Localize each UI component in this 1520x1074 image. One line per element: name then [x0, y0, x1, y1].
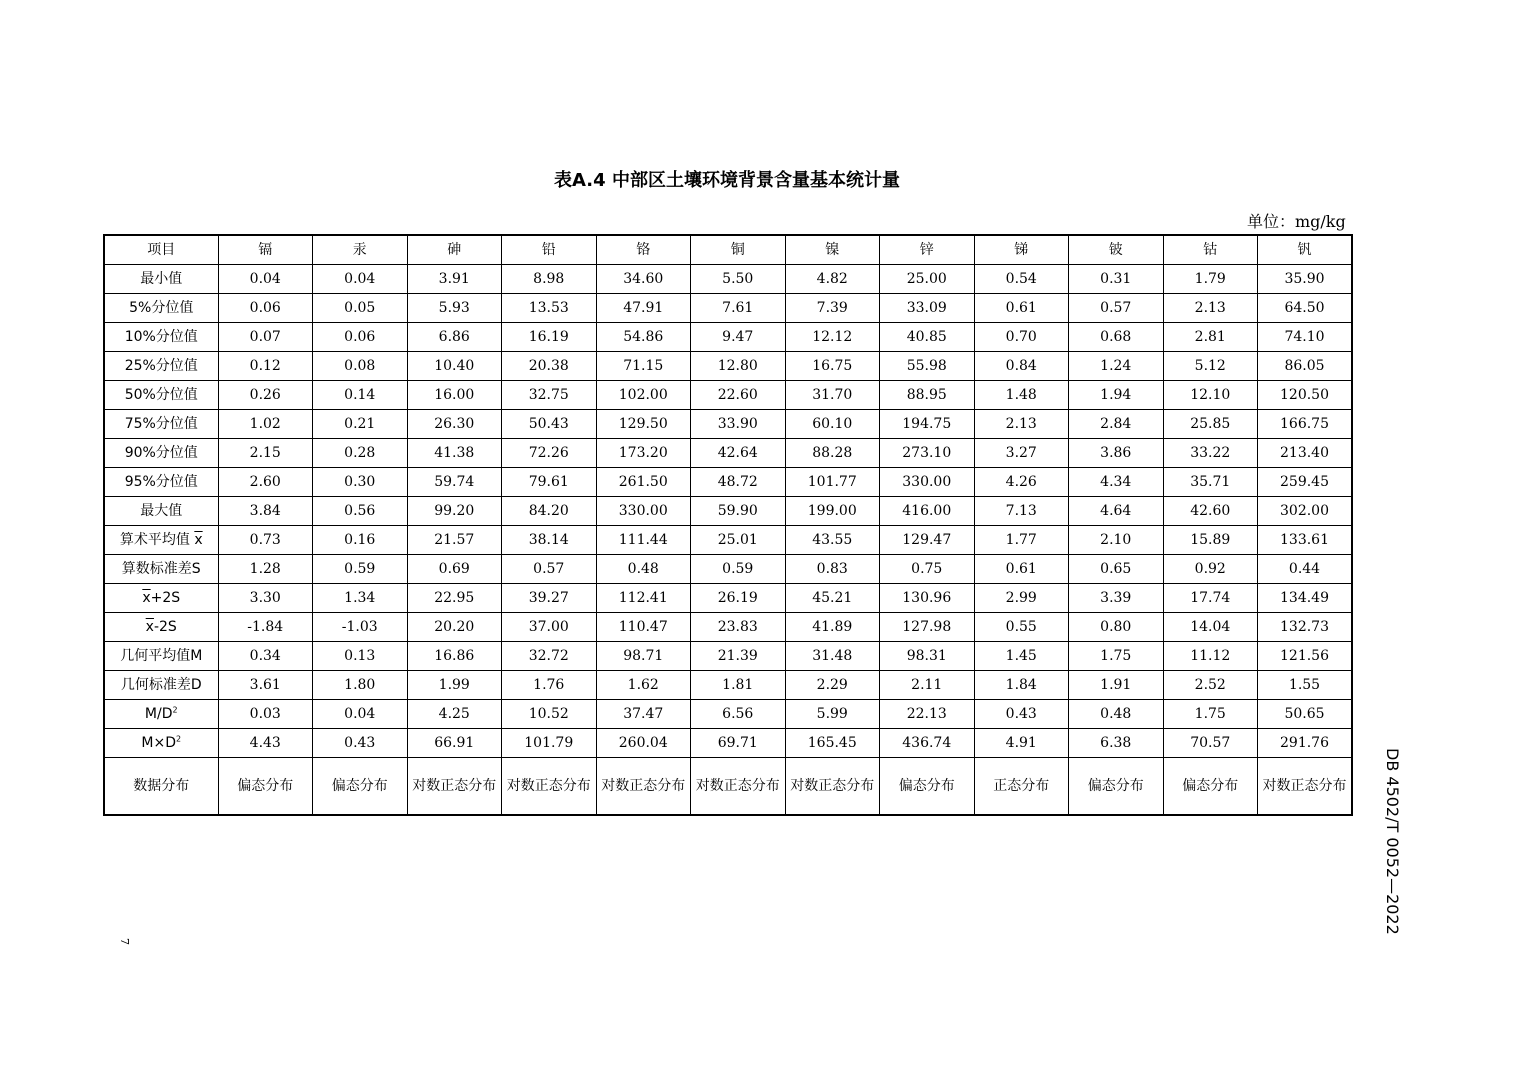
table-cell: 1.55: [1258, 671, 1353, 700]
table-row: [104, 439, 1352, 468]
table-cell: 12.80: [691, 352, 786, 381]
table-cell: 14.04: [1163, 613, 1258, 642]
table-cell: 32.72: [502, 642, 597, 671]
table-cell: 2.13: [974, 410, 1069, 439]
table-cell: 25.01: [691, 526, 786, 555]
table-cell: 39.27: [502, 584, 597, 613]
table-row: [104, 758, 1352, 816]
table-cell: 10.40: [407, 352, 502, 381]
table-row: [104, 294, 1352, 323]
table-cell: 0.43: [974, 700, 1069, 729]
row-label: [104, 729, 218, 758]
table-cell: 129.50: [596, 410, 691, 439]
table-cell: 0.80: [1069, 613, 1164, 642]
table-cell: 0.48: [596, 555, 691, 584]
row-label: 最小值: [104, 265, 218, 294]
table-cell: 0.07: [218, 323, 313, 352]
table-cell: 3.61: [218, 671, 313, 700]
table-cell: 34.60: [596, 265, 691, 294]
table-cell: 166.75: [1258, 410, 1353, 439]
table-cell: 0.06: [313, 323, 408, 352]
table-row: [104, 265, 1352, 294]
table-cell: 0.70: [974, 323, 1069, 352]
row-label: [104, 526, 218, 555]
table-cell: 0.08: [313, 352, 408, 381]
table-cell: 1.91: [1069, 671, 1164, 700]
table-cell: 33.09: [880, 294, 975, 323]
table-cell: 5.93: [407, 294, 502, 323]
table-cell: 42.60: [1163, 497, 1258, 526]
table-cell: 0.05: [313, 294, 408, 323]
table-cell: 173.20: [596, 439, 691, 468]
table-cell: 0.68: [1069, 323, 1164, 352]
table-cell: 偏态分布: [880, 758, 975, 816]
table-cell: 88.28: [785, 439, 880, 468]
standard-number: DB 4502/T 0052—2022: [1383, 748, 1402, 935]
table-cell: 88.95: [880, 381, 975, 410]
row-label: 95%分位值: [104, 468, 218, 497]
table-cell: 0.30: [313, 468, 408, 497]
table-cell: 2.15: [218, 439, 313, 468]
table-cell: 70.57: [1163, 729, 1258, 758]
header-element: 铍: [1069, 235, 1164, 265]
table-cell: 5.50: [691, 265, 786, 294]
table-cell: 134.49: [1258, 584, 1353, 613]
table-cell: 260.04: [596, 729, 691, 758]
table-cell: 20.20: [407, 613, 502, 642]
table-cell: 25.00: [880, 265, 975, 294]
table-cell: 2.11: [880, 671, 975, 700]
header-element: 锑: [974, 235, 1069, 265]
table-title: 表A.4 中部区土壤环境背景含量基本统计量: [554, 170, 900, 191]
table-cell: 0.55: [974, 613, 1069, 642]
table-cell: 72.26: [502, 439, 597, 468]
table-cell: 2.84: [1069, 410, 1164, 439]
table-cell: 35.90: [1258, 265, 1353, 294]
row-label-text: +2S: [150, 590, 181, 606]
header-element: 钒: [1258, 235, 1353, 265]
row-label-superscript: 2: [172, 705, 178, 715]
table-cell: 对数正态分布: [407, 758, 502, 816]
table-cell: 8.98: [502, 265, 597, 294]
table-cell: 3.86: [1069, 439, 1164, 468]
table-cell: 7.13: [974, 497, 1069, 526]
table-cell: 302.00: [1258, 497, 1353, 526]
table-cell: 对数正态分布: [502, 758, 597, 816]
table-cell: 59.90: [691, 497, 786, 526]
table-cell: 0.34: [218, 642, 313, 671]
table-cell: 7.61: [691, 294, 786, 323]
page-number: 7: [118, 938, 131, 945]
table-row: [104, 555, 1352, 584]
table-header-row: [104, 235, 1352, 265]
table-cell: 48.72: [691, 468, 786, 497]
table-cell: 259.45: [1258, 468, 1353, 497]
table-cell: 偏态分布: [1069, 758, 1164, 816]
table-cell: 26.19: [691, 584, 786, 613]
table-cell: 0.83: [785, 555, 880, 584]
table-cell: 0.59: [691, 555, 786, 584]
table-cell: 55.98: [880, 352, 975, 381]
table-cell: 38.14: [502, 526, 597, 555]
table-cell: 120.50: [1258, 381, 1353, 410]
table-row: [104, 642, 1352, 671]
table-cell: 12.12: [785, 323, 880, 352]
table-cell: 15.89: [1163, 526, 1258, 555]
table-row: [104, 381, 1352, 410]
table-cell: 5.99: [785, 700, 880, 729]
table-cell: 69.71: [691, 729, 786, 758]
table-cell: 64.50: [1258, 294, 1353, 323]
table-cell: 6.38: [1069, 729, 1164, 758]
table-cell: 129.47: [880, 526, 975, 555]
table-cell: 111.44: [596, 526, 691, 555]
header-element: 砷: [407, 235, 502, 265]
table-cell: 4.25: [407, 700, 502, 729]
table-cell: 10.52: [502, 700, 597, 729]
table-cell: 16.00: [407, 381, 502, 410]
table-cell: 0.57: [502, 555, 597, 584]
table-cell: 50.43: [502, 410, 597, 439]
table-cell: 436.74: [880, 729, 975, 758]
table-cell: 13.53: [502, 294, 597, 323]
table-cell: 86.05: [1258, 352, 1353, 381]
table-cell: 4.82: [785, 265, 880, 294]
table-cell: 26.30: [407, 410, 502, 439]
header-element: 锌: [880, 235, 975, 265]
row-label: 最大值: [104, 497, 218, 526]
table-cell: 16.86: [407, 642, 502, 671]
table-row: [104, 671, 1352, 700]
table-cell: 112.41: [596, 584, 691, 613]
table-cell: 9.47: [691, 323, 786, 352]
table-cell: 79.61: [502, 468, 597, 497]
table-cell: 4.26: [974, 468, 1069, 497]
table-cell: 1.48: [974, 381, 1069, 410]
table-cell: 261.50: [596, 468, 691, 497]
table-cell: 102.00: [596, 381, 691, 410]
table-cell: 2.10: [1069, 526, 1164, 555]
table-cell: 0.61: [974, 555, 1069, 584]
table-cell: 416.00: [880, 497, 975, 526]
table-cell: 11.12: [1163, 642, 1258, 671]
table-cell: 正态分布: [974, 758, 1069, 816]
table-cell: 5.12: [1163, 352, 1258, 381]
table-cell: 43.55: [785, 526, 880, 555]
table-cell: 0.31: [1069, 265, 1164, 294]
mean-symbol: $\overline{x}$: [142, 590, 151, 606]
row-label-text: M/D: [144, 706, 173, 722]
table-cell: 0.65: [1069, 555, 1164, 584]
table-cell: 16.19: [502, 323, 597, 352]
table-cell: 对数正态分布: [1258, 758, 1353, 816]
table-cell: 0.56: [313, 497, 408, 526]
row-label: [104, 700, 218, 729]
table-cell: 16.75: [785, 352, 880, 381]
row-label-text: -2S: [153, 619, 177, 635]
table-cell: 1.84: [974, 671, 1069, 700]
table-cell: 0.54: [974, 265, 1069, 294]
table-row: [104, 729, 1352, 758]
table-cell: 1.79: [1163, 265, 1258, 294]
row-label: 算数标准差S: [104, 555, 218, 584]
table-cell: 33.22: [1163, 439, 1258, 468]
row-label: 25%分位值: [104, 352, 218, 381]
table-cell: 对数正态分布: [691, 758, 786, 816]
table-cell: 0.16: [313, 526, 408, 555]
table-cell: 213.40: [1258, 439, 1353, 468]
table-cell: 165.45: [785, 729, 880, 758]
table-cell: 偏态分布: [313, 758, 408, 816]
table-cell: 33.90: [691, 410, 786, 439]
table-cell: 21.57: [407, 526, 502, 555]
table-cell: 4.91: [974, 729, 1069, 758]
table-cell: 98.71: [596, 642, 691, 671]
table-cell: 42.64: [691, 439, 786, 468]
table-cell: 0.75: [880, 555, 975, 584]
table-cell: 20.38: [502, 352, 597, 381]
table-cell: 对数正态分布: [596, 758, 691, 816]
table-cell: 1.77: [974, 526, 1069, 555]
row-label: [104, 584, 218, 613]
table-cell: 110.47: [596, 613, 691, 642]
table-cell: 40.85: [880, 323, 975, 352]
table-cell: 0.59: [313, 555, 408, 584]
table-cell: 6.56: [691, 700, 786, 729]
table-cell: 0.26: [218, 381, 313, 410]
table-cell: 2.52: [1163, 671, 1258, 700]
table-cell: 2.99: [974, 584, 1069, 613]
row-label-superscript: 2: [176, 734, 182, 744]
header-element: 铅: [502, 235, 597, 265]
table-cell: 1.81: [691, 671, 786, 700]
table-cell: 121.56: [1258, 642, 1353, 671]
table-cell: 330.00: [596, 497, 691, 526]
table-cell: 59.74: [407, 468, 502, 497]
table-row: [104, 584, 1352, 613]
table-cell: 2.29: [785, 671, 880, 700]
table-cell: 22.95: [407, 584, 502, 613]
row-label-text: M×D: [141, 735, 176, 751]
table-cell: -1.84: [218, 613, 313, 642]
table-cell: 60.10: [785, 410, 880, 439]
row-label: 50%分位值: [104, 381, 218, 410]
table-cell: 50.65: [1258, 700, 1353, 729]
table-cell: 273.10: [880, 439, 975, 468]
header-element: 镍: [785, 235, 880, 265]
table-cell: 7.39: [785, 294, 880, 323]
table-cell: 6.86: [407, 323, 502, 352]
table-row: [104, 410, 1352, 439]
table-row: [104, 323, 1352, 352]
header-element: 汞: [313, 235, 408, 265]
table-cell: 3.39: [1069, 584, 1164, 613]
table-cell: 0.06: [218, 294, 313, 323]
table-cell: 0.04: [313, 265, 408, 294]
table-cell: 127.98: [880, 613, 975, 642]
header-element: 铜: [691, 235, 786, 265]
header-element: 钴: [1163, 235, 1258, 265]
table-cell: 17.74: [1163, 584, 1258, 613]
table-row: [104, 352, 1352, 381]
table-cell: 4.64: [1069, 497, 1164, 526]
table-cell: 0.04: [218, 265, 313, 294]
table-cell: 1.24: [1069, 352, 1164, 381]
table-row: [104, 526, 1352, 555]
row-label: 5%分位值: [104, 294, 218, 323]
row-label: 数据分布: [104, 758, 218, 816]
table-cell: 32.75: [502, 381, 597, 410]
table-cell: 偏态分布: [1163, 758, 1258, 816]
table-cell: 37.47: [596, 700, 691, 729]
row-label-text: 算术平均值: [119, 532, 195, 548]
unit-label: 单位：mg/kg: [1247, 212, 1346, 231]
table-cell: 41.38: [407, 439, 502, 468]
table-cell: 1.28: [218, 555, 313, 584]
table-cell: 101.79: [502, 729, 597, 758]
table-cell: 0.28: [313, 439, 408, 468]
table-cell: 0.57: [1069, 294, 1164, 323]
table-cell: 22.60: [691, 381, 786, 410]
table-cell: 22.13: [880, 700, 975, 729]
table-cell: 0.12: [218, 352, 313, 381]
table-cell: 3.91: [407, 265, 502, 294]
table-row: [104, 468, 1352, 497]
header-element: 镉: [218, 235, 313, 265]
table-cell: 130.96: [880, 584, 975, 613]
table-cell: 21.39: [691, 642, 786, 671]
table-cell: 3.30: [218, 584, 313, 613]
table-cell: 47.91: [596, 294, 691, 323]
table-cell: 23.83: [691, 613, 786, 642]
header-item: 项目: [104, 235, 218, 265]
table-cell: 3.27: [974, 439, 1069, 468]
table-cell: 4.43: [218, 729, 313, 758]
table-cell: 1.99: [407, 671, 502, 700]
row-label: [104, 613, 218, 642]
table-cell: 1.75: [1069, 642, 1164, 671]
table-cell: 对数正态分布: [785, 758, 880, 816]
table-cell: 1.76: [502, 671, 597, 700]
table-cell: 1.02: [218, 410, 313, 439]
table-cell: 12.10: [1163, 381, 1258, 410]
table-cell: 194.75: [880, 410, 975, 439]
table-cell: 98.31: [880, 642, 975, 671]
table-cell: 99.20: [407, 497, 502, 526]
table-cell: 0.84: [974, 352, 1069, 381]
table-cell: 132.73: [1258, 613, 1353, 642]
table-cell: 0.03: [218, 700, 313, 729]
table-cell: 0.69: [407, 555, 502, 584]
table-cell: 74.10: [1258, 323, 1353, 352]
table-cell: 291.76: [1258, 729, 1353, 758]
table-cell: 0.13: [313, 642, 408, 671]
mean-symbol: $\overline{x}$: [194, 532, 203, 548]
table-cell: 0.61: [974, 294, 1069, 323]
row-label: 90%分位值: [104, 439, 218, 468]
table-cell: 25.85: [1163, 410, 1258, 439]
table-cell: 0.44: [1258, 555, 1353, 584]
table-cell: 133.61: [1258, 526, 1353, 555]
table-cell: 31.70: [785, 381, 880, 410]
table-cell: 31.48: [785, 642, 880, 671]
table-cell: 199.00: [785, 497, 880, 526]
table-cell: 3.84: [218, 497, 313, 526]
table-cell: 4.34: [1069, 468, 1164, 497]
table-cell: 1.45: [974, 642, 1069, 671]
statistics-table: [103, 234, 1353, 816]
row-label: 几何标准差D: [104, 671, 218, 700]
table-cell: 330.00: [880, 468, 975, 497]
row-label: 几何平均值M: [104, 642, 218, 671]
table-cell: 偏态分布: [218, 758, 313, 816]
table-cell: 1.94: [1069, 381, 1164, 410]
table-cell: 45.21: [785, 584, 880, 613]
table-cell: 0.92: [1163, 555, 1258, 584]
table-cell: 101.77: [785, 468, 880, 497]
table-cell: 41.89: [785, 613, 880, 642]
mean-symbol: $\overline{x}$: [145, 619, 154, 635]
table-cell: 0.14: [313, 381, 408, 410]
row-label: 10%分位值: [104, 323, 218, 352]
table-cell: 0.48: [1069, 700, 1164, 729]
table-cell: 1.62: [596, 671, 691, 700]
table-cell: 37.00: [502, 613, 597, 642]
table-cell: 1.34: [313, 584, 408, 613]
table-cell: 71.15: [596, 352, 691, 381]
table-cell: 35.71: [1163, 468, 1258, 497]
table-cell: 2.13: [1163, 294, 1258, 323]
table-row: [104, 700, 1352, 729]
table-cell: 1.75: [1163, 700, 1258, 729]
table-cell: 54.86: [596, 323, 691, 352]
table-row: [104, 497, 1352, 526]
table-cell: 2.81: [1163, 323, 1258, 352]
table-cell: 1.80: [313, 671, 408, 700]
table-cell: 0.04: [313, 700, 408, 729]
table-cell: 0.43: [313, 729, 408, 758]
table-cell: 0.21: [313, 410, 408, 439]
table-cell: 66.91: [407, 729, 502, 758]
header-element: 铬: [596, 235, 691, 265]
table-cell: -1.03: [313, 613, 408, 642]
table-cell: 84.20: [502, 497, 597, 526]
table-row: [104, 613, 1352, 642]
table-cell: 0.73: [218, 526, 313, 555]
table-cell: 2.60: [218, 468, 313, 497]
row-label: 75%分位值: [104, 410, 218, 439]
